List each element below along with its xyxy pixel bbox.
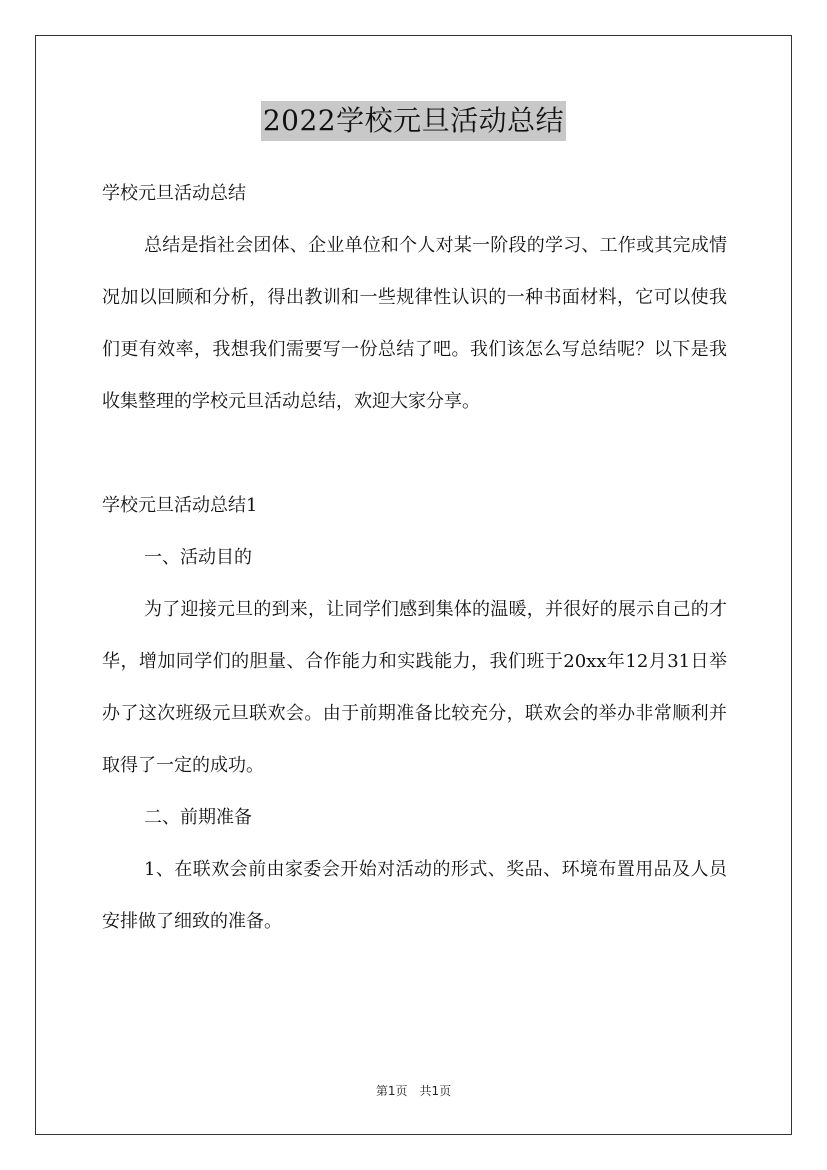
preparation-item-1: 1、在联欢会前由家委会开始对活动的形式、奖品、环境布置用品及人员安排做了细致的准备。 [102, 859, 727, 932]
part-heading-preparation: 二、前期准备 [144, 807, 252, 828]
document-title-text: 2022学校元旦活动总结 [261, 101, 566, 141]
intro-paragraph: 总结是指社会团体、企业单位和个人对某一阶段的学习、工作或其完成情况加以回顾和分析，得出教训和一些规律性认识的一种书面材料，它可以使我们更有效率，我想我们需要写一份总结了吧。我们该怎么写总结呢？以下是我收集整理的学校元旦活动总结，欢迎大家分享。 [102, 235, 727, 412]
document-body [102, 168, 727, 948]
section-heading: 学校元旦活动总结1 [102, 495, 258, 516]
page-footer: 第1页 共1页 [375, 1084, 452, 1098]
document-title [0, 100, 827, 141]
document-subtitle: 学校元旦活动总结 [102, 183, 246, 204]
blank-line [102, 428, 727, 480]
part-heading-purpose: 一、活动目的 [144, 547, 252, 568]
purpose-paragraph: 为了迎接元旦的到来，让同学们感到集体的温暖，并很好的展示自己的才华，增加同学们的胆量、合作能力和实践能力，我们班于20xx年12月31日举办了这次班级元旦联欢会。由于前期准备比较充分，联欢会的举办非常顺利并取得了一定的成功。 [102, 599, 727, 776]
